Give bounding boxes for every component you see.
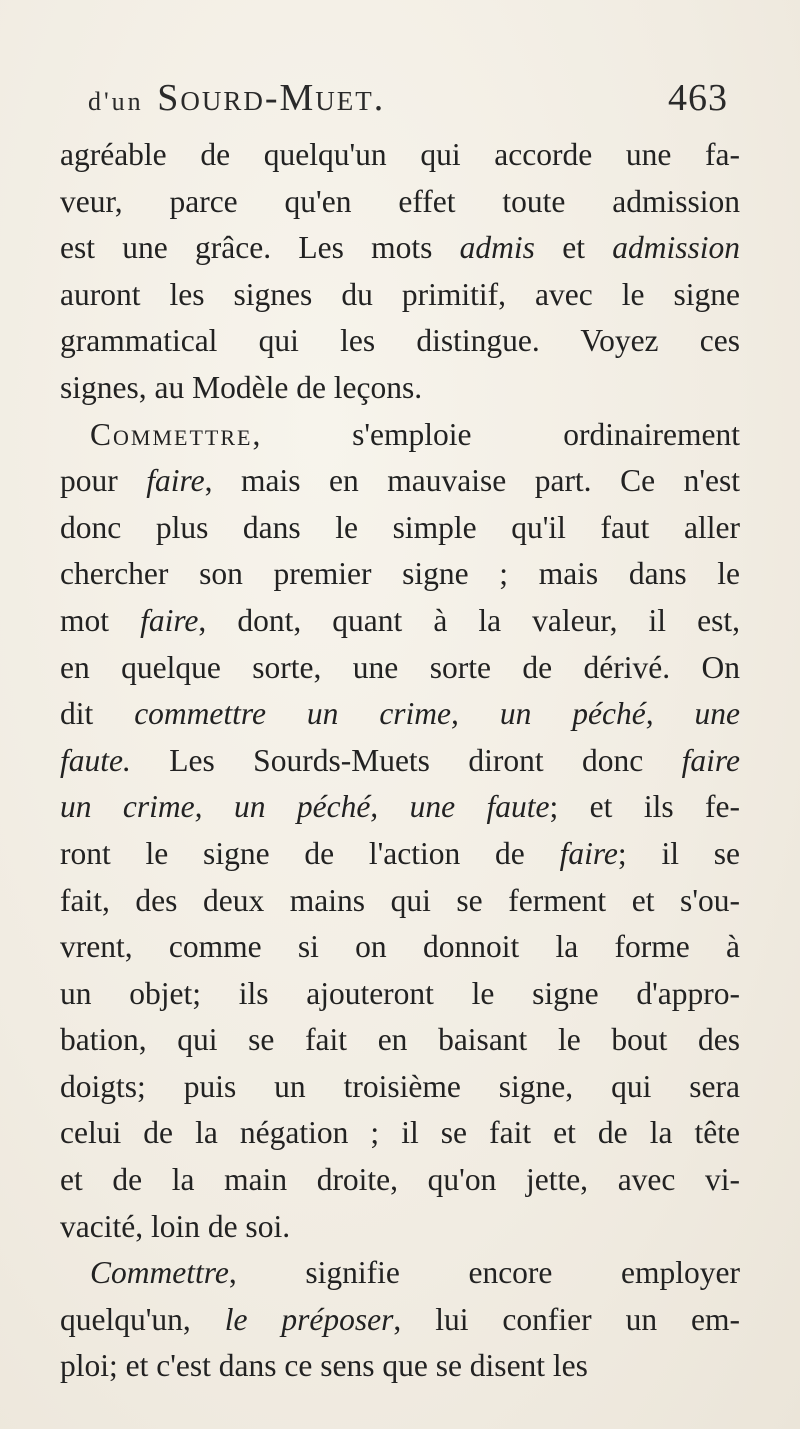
text-line (60, 1343, 740, 1390)
running-head (88, 76, 728, 126)
italic-run: commettre un crime, un péché, une (134, 696, 740, 732)
text-run: auront les signes du primitif, avec le signe (60, 276, 740, 312)
text-run: ploi; et c'est dans ce sens que se disent les (60, 1348, 588, 1384)
text-run: vrent, comme si on donnoit la forme à (60, 929, 740, 965)
text-line (60, 1204, 740, 1251)
text-line (60, 365, 740, 412)
text-run: ront le signe de l'action de (60, 835, 560, 871)
text-line (60, 1110, 740, 1157)
text-run: grammatical qui les distingue. Voyez ces (60, 323, 740, 359)
text-run: est une grâce. Les mots (60, 230, 460, 266)
italic-run: faire (559, 835, 618, 871)
text-run: mot (60, 602, 141, 638)
text-line (60, 598, 740, 645)
text-line (60, 784, 740, 831)
text-line (60, 225, 740, 272)
italic-run: Commettre (90, 1255, 229, 1291)
text-line (60, 1157, 740, 1204)
text-line (60, 924, 740, 971)
page-number: 463 (668, 77, 728, 119)
text-line (60, 831, 740, 878)
text-line (60, 878, 740, 925)
running-head-prefix: d'un (88, 87, 144, 116)
text-line (60, 412, 740, 459)
running-head-title: Sourd-Muet. (157, 77, 386, 119)
italic-run: faire (140, 602, 199, 638)
text-line (60, 1297, 740, 1344)
text-run: , dont, quant à la valeur, il est, (198, 602, 740, 638)
body-text (60, 132, 740, 1390)
text-run: veur, parce qu'en effet toute admission (60, 183, 740, 219)
text-run: vacité, loin de soi. (60, 1208, 291, 1244)
text-line (60, 1017, 740, 1064)
text-line (60, 551, 740, 598)
text-run: chercher son premier signe ; mais dans le (60, 556, 740, 592)
italic-run: faire (146, 463, 205, 499)
italic-run: un crime, un péché, une faute (60, 789, 550, 825)
text-run: fait, des deux mains qui se ferment et s'ou- (60, 882, 740, 918)
text-line (60, 738, 740, 785)
text-line (60, 179, 740, 226)
text-run: Les Sourds-Muets diront donc (130, 742, 682, 778)
smallcaps-run: Commettre (90, 416, 253, 452)
text-line (60, 272, 740, 319)
text-line (60, 1064, 740, 1111)
text-run: ; il se (617, 835, 741, 871)
text-line (60, 458, 740, 505)
text-run: , s'emploie ordinairement (252, 416, 740, 452)
italic-run: le préposer (224, 1301, 394, 1337)
italic-run: admis (459, 230, 535, 266)
text-run: celui de la négation ; il se fait et de la tête (60, 1115, 740, 1151)
text-line (60, 505, 740, 552)
text-run: pour (60, 463, 147, 499)
text-run: , signifie encore employer (228, 1255, 740, 1291)
text-run: doigts; puis un troisième signe, qui sera (60, 1068, 740, 1104)
text-run: , mais en mauvaise part. Ce n'est (204, 463, 740, 499)
text-run: , lui confier un em- (393, 1301, 740, 1337)
italic-run: faute. (60, 742, 131, 778)
text-run: quelqu'un, (60, 1301, 225, 1337)
text-run: et (534, 230, 613, 266)
text-run: bation, qui se fait en baisant le bout des (60, 1022, 740, 1058)
text-line (60, 691, 740, 738)
text-run: ; et ils fe- (549, 789, 740, 825)
text-line (60, 1250, 740, 1297)
text-run: dit (60, 696, 135, 732)
text-run: donc plus dans le simple qu'il faut aller (60, 509, 740, 545)
text-run: un objet; ils ajouteront le signe d'appro- (60, 975, 740, 1011)
text-run: et de la main droite, qu'on jette, avec vi- (60, 1162, 740, 1198)
text-run: signes, au Modèle de leçons. (60, 369, 423, 405)
text-line (60, 318, 740, 365)
text-line (60, 132, 740, 179)
italic-run: admission (612, 230, 741, 266)
italic-run: faire (681, 742, 740, 778)
text-line (60, 645, 740, 692)
text-run: en quelque sorte, une sorte de dérivé. On (60, 649, 740, 685)
text-run: agréable de quelqu'un qui accorde une fa- (60, 137, 740, 172)
text-line (60, 971, 740, 1018)
